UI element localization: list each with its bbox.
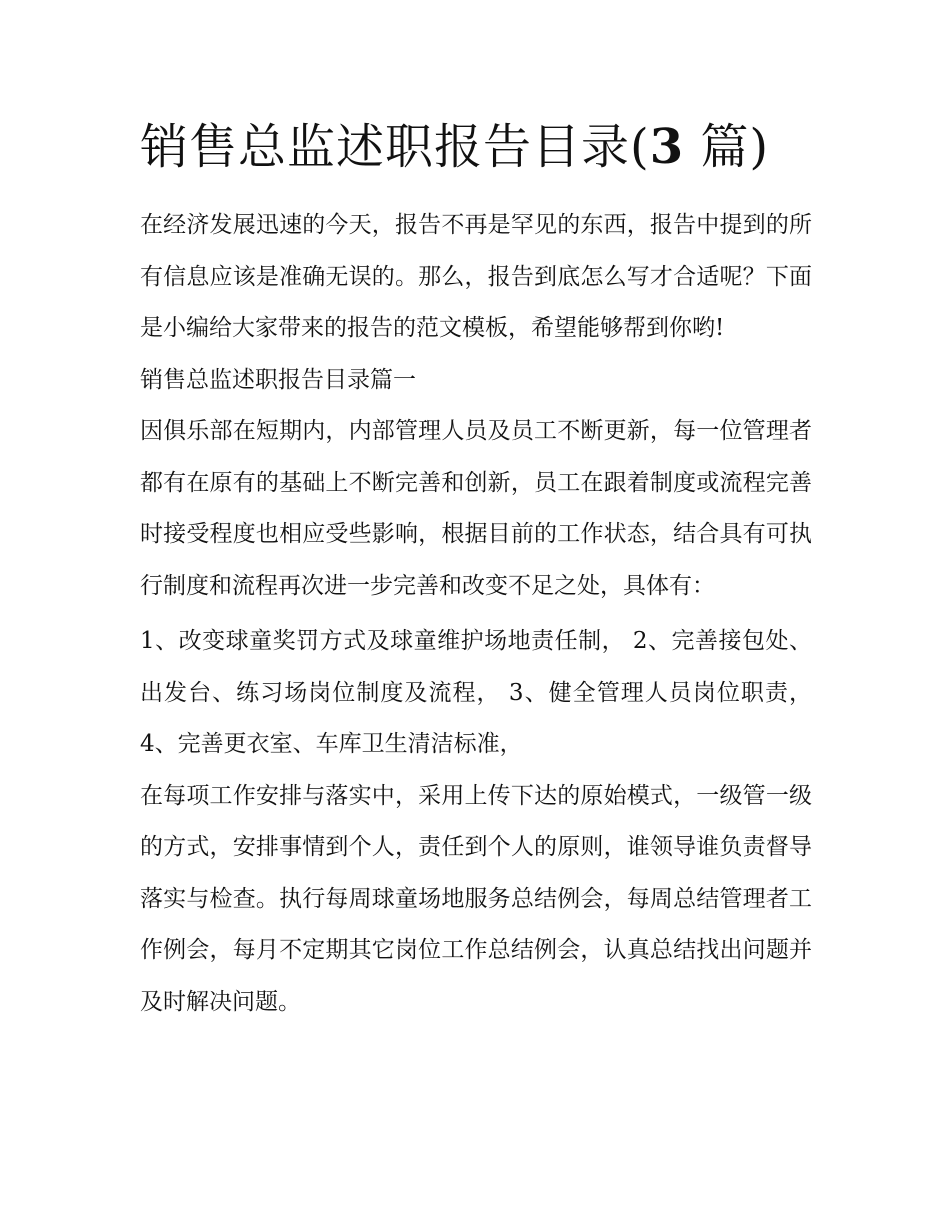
intro-paragraph: 在经济发展迅速的今天，报告不再是罕见的东西，报告中提到的所有信息应该是准确无误的。那么，报告到底怎么写才合适呢？下面是小编给大家带来的报告的范文模板，希望能够帮到你哟!: [140, 212, 812, 341]
title-suffix: 篇): [684, 119, 770, 175]
improvement-list-paragraph: 1、改变球童奖罚方式及球童维护场地责任制， 2、完善接包处、出发台、练习场岗位制度及流程， 3、健全管理人员岗位职责， 4、完善更衣室、车库卫生清洁标准，: [140, 628, 812, 757]
body-paragraph-1: 因俱乐部在短期内，内部管理人员及员工不断更新，每一位管理者都有在原有的基础上不断完善和创新，员工在跟着制度或流程完善时接受程度也相应受些影响，根据目前的工作状态，结合具有可执行制度和流程再次进一步完善和改变不足之处，具体有：: [140, 418, 812, 599]
document-body: [140, 112, 812, 1028]
body-paragraph-2: 在每项工作安排与落实中，采用上传下达的原始模式，一级管一级的方式，安排事情到个人，责任到个人的原则，谁领导谁负责督导落实与检查。执行每周球童场地服务总结例会，每周总结管理者工作例会，每月不定期其它岗位工作总结例会，认真总结找出问题并及时解决问题。: [140, 782, 812, 1015]
title-prefix: 销售总监述职报告目录(: [140, 119, 650, 175]
title-number: 3: [649, 119, 685, 175]
document-title: [140, 112, 812, 182]
section-heading: 销售总监述职报告目录篇一: [140, 366, 416, 393]
